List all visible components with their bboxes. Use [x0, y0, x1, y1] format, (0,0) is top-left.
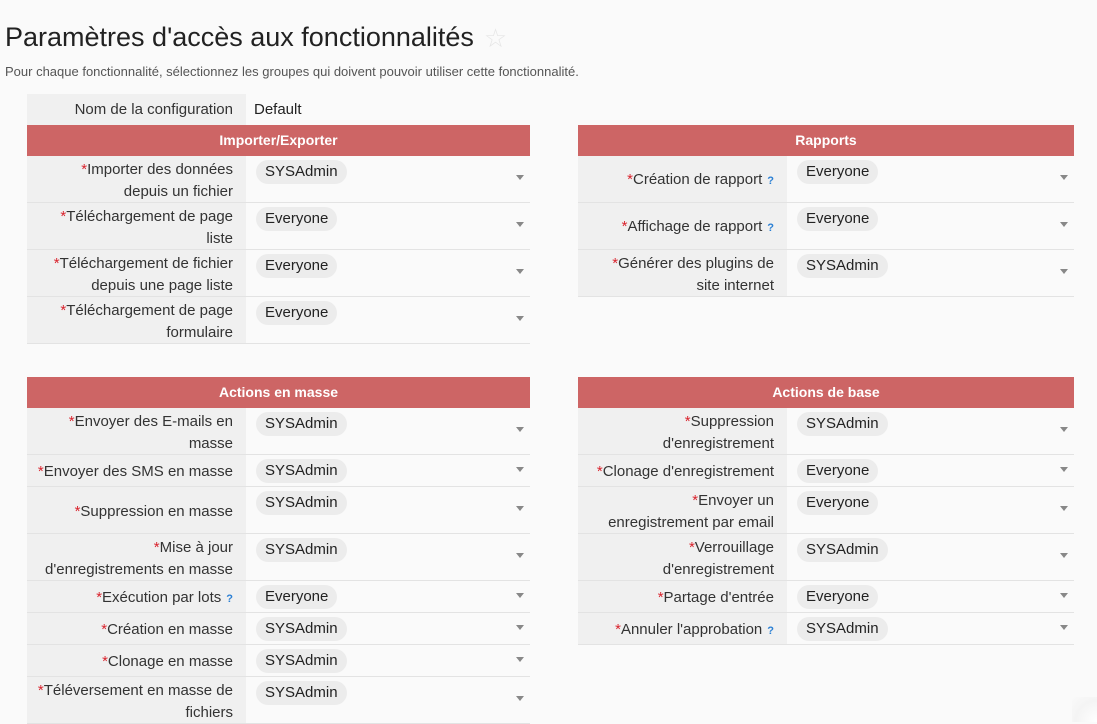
group-chip[interactable]: SYSAdmin — [256, 681, 347, 705]
group-chip[interactable]: Everyone — [256, 301, 337, 325]
feature-row — [578, 487, 1074, 534]
feature-label: *Téléchargement de fichier depuis une page liste — [27, 250, 246, 296]
page-subtitle: Pour chaque fonctionnalité, sélectionnez les groupes qui doivent pouvoir utiliser cette fonctionnalité. — [5, 64, 579, 79]
group-select[interactable] — [787, 487, 1074, 533]
caret-down-icon[interactable] — [516, 657, 524, 662]
feature-row — [578, 156, 1074, 203]
feature-label: *Suppression d'enregistrement — [578, 408, 787, 454]
feature-row — [27, 487, 530, 534]
caret-down-icon[interactable] — [1060, 427, 1068, 432]
group-select[interactable] — [246, 156, 530, 202]
feature-row — [27, 455, 530, 487]
caret-down-icon[interactable] — [516, 696, 524, 701]
feature-label: *Suppression en masse — [27, 487, 246, 533]
section-header: Actions en masse — [27, 377, 530, 408]
feature-row — [27, 297, 530, 344]
group-chip[interactable]: Everyone — [797, 459, 878, 483]
feature-label: *Téléchargement de page liste — [27, 203, 246, 249]
group-chip[interactable]: Everyone — [797, 207, 878, 231]
group-chip[interactable]: SYSAdmin — [797, 254, 888, 278]
group-chip[interactable]: SYSAdmin — [797, 617, 888, 641]
section-header: Importer/Exporter — [27, 125, 530, 156]
group-chip[interactable]: Everyone — [256, 207, 337, 231]
corner-shade — [1072, 697, 1097, 722]
group-chip[interactable]: SYSAdmin — [256, 491, 347, 515]
caret-down-icon[interactable] — [516, 593, 524, 598]
caret-down-icon[interactable] — [1060, 506, 1068, 511]
group-chip[interactable]: SYSAdmin — [256, 459, 347, 483]
group-select[interactable] — [246, 534, 530, 580]
section-header: Actions de base — [578, 377, 1074, 408]
section-actions-base — [578, 377, 1074, 645]
feature-label: *Annuler l'approbation ? — [578, 613, 787, 644]
group-select[interactable] — [246, 581, 530, 612]
feature-label: *Téléversement en masse de fichiers — [27, 677, 246, 723]
group-chip[interactable]: SYSAdmin — [256, 538, 347, 562]
feature-label: *Envoyer un enregistrement par email — [578, 487, 787, 533]
feature-label: *Clonage d'enregistrement — [578, 455, 787, 486]
caret-down-icon[interactable] — [1060, 553, 1068, 558]
section-rapports — [578, 125, 1074, 297]
help-icon[interactable]: ? — [767, 222, 774, 234]
group-chip[interactable]: Everyone — [797, 585, 878, 609]
group-select[interactable] — [246, 613, 530, 644]
feature-row — [27, 203, 530, 250]
feature-row — [578, 408, 1074, 455]
help-icon[interactable]: ? — [767, 175, 774, 187]
group-select[interactable] — [246, 455, 530, 486]
help-icon[interactable]: ? — [767, 624, 774, 637]
group-chip[interactable]: Everyone — [256, 585, 337, 609]
feature-row — [27, 581, 530, 613]
group-select[interactable] — [246, 297, 530, 343]
feature-row — [27, 613, 530, 645]
caret-down-icon[interactable] — [516, 625, 524, 630]
config-name-value: Default — [246, 94, 530, 125]
group-chip[interactable]: SYSAdmin — [256, 412, 347, 436]
group-chip[interactable]: SYSAdmin — [256, 617, 347, 641]
feature-row — [27, 677, 530, 724]
feature-row — [27, 250, 530, 297]
feature-label: *Mise à jour d'enregistrements en masse — [27, 534, 246, 580]
feature-label: *Téléchargement de page formulaire — [27, 297, 246, 343]
feature-row — [27, 645, 530, 677]
section-import-export — [27, 125, 530, 344]
feature-row — [578, 203, 1074, 250]
feature-label: *Création de rapport ? — [578, 156, 787, 202]
caret-down-icon[interactable] — [516, 316, 524, 321]
group-select[interactable] — [787, 581, 1074, 612]
feature-row — [578, 455, 1074, 487]
feature-row — [578, 534, 1074, 581]
feature-label: *Création en masse — [27, 613, 246, 644]
config-name-label: Nom de la configuration — [27, 94, 246, 125]
feature-row — [27, 534, 530, 581]
feature-label: *Verrouillage d'enregistrement — [578, 534, 787, 580]
caret-down-icon[interactable] — [516, 467, 524, 472]
feature-label: *Envoyer des SMS en masse — [27, 455, 246, 486]
group-chip[interactable]: SYSAdmin — [256, 160, 347, 184]
group-select[interactable] — [246, 203, 530, 249]
group-select[interactable] — [246, 250, 530, 296]
feature-row — [578, 250, 1074, 297]
group-select[interactable] — [246, 408, 530, 454]
feature-row — [578, 613, 1074, 645]
feature-label: *Partage d'entrée — [578, 581, 787, 612]
caret-down-icon[interactable] — [1060, 175, 1068, 180]
caret-down-icon[interactable] — [1060, 269, 1068, 274]
config-name-row — [27, 94, 530, 125]
caret-down-icon[interactable] — [516, 506, 524, 511]
caret-down-icon[interactable] — [516, 553, 524, 558]
group-select[interactable] — [246, 645, 530, 676]
star-icon[interactable]: ☆ — [483, 23, 508, 53]
feature-label: *Générer des plugins de site internet — [578, 250, 787, 296]
group-select[interactable] — [787, 408, 1074, 454]
section-actions-masse — [27, 377, 530, 724]
group-select[interactable] — [787, 455, 1074, 486]
caret-down-icon[interactable] — [516, 427, 524, 432]
group-select[interactable] — [246, 677, 530, 723]
caret-down-icon[interactable] — [516, 175, 524, 180]
group-select[interactable] — [787, 156, 1074, 202]
caret-down-icon[interactable] — [1060, 222, 1068, 227]
caret-down-icon[interactable] — [516, 222, 524, 227]
help-icon[interactable]: ? — [226, 592, 233, 605]
group-select[interactable] — [787, 613, 1074, 644]
feature-label: *Clonage en masse — [27, 645, 246, 676]
page-title: Paramètres d'accès aux fonctionnalités ☆ — [5, 22, 508, 53]
group-chip[interactable]: SYSAdmin — [256, 649, 347, 673]
feature-label: *Affichage de rapport ? — [578, 203, 787, 249]
group-select[interactable] — [787, 203, 1074, 249]
feature-label: *Importer des données depuis un fichier — [27, 156, 246, 202]
section-header: Rapports — [578, 125, 1074, 156]
caret-down-icon[interactable] — [516, 269, 524, 274]
caret-down-icon[interactable] — [1060, 467, 1068, 472]
group-chip[interactable]: Everyone — [797, 491, 878, 515]
group-chip[interactable]: Everyone — [797, 160, 878, 184]
feature-row — [27, 156, 530, 203]
feature-row — [27, 408, 530, 455]
feature-row — [578, 581, 1074, 613]
group-chip[interactable]: Everyone — [256, 254, 337, 278]
caret-down-icon[interactable] — [1060, 625, 1068, 630]
group-select[interactable] — [246, 487, 530, 533]
caret-down-icon[interactable] — [1060, 593, 1068, 598]
group-chip[interactable]: SYSAdmin — [797, 538, 888, 562]
group-select[interactable] — [787, 250, 1074, 296]
feature-label: *Exécution par lots ? — [27, 581, 246, 612]
group-chip[interactable]: SYSAdmin — [797, 412, 888, 436]
feature-label: *Envoyer des E-mails en masse — [27, 408, 246, 454]
group-select[interactable] — [787, 534, 1074, 580]
